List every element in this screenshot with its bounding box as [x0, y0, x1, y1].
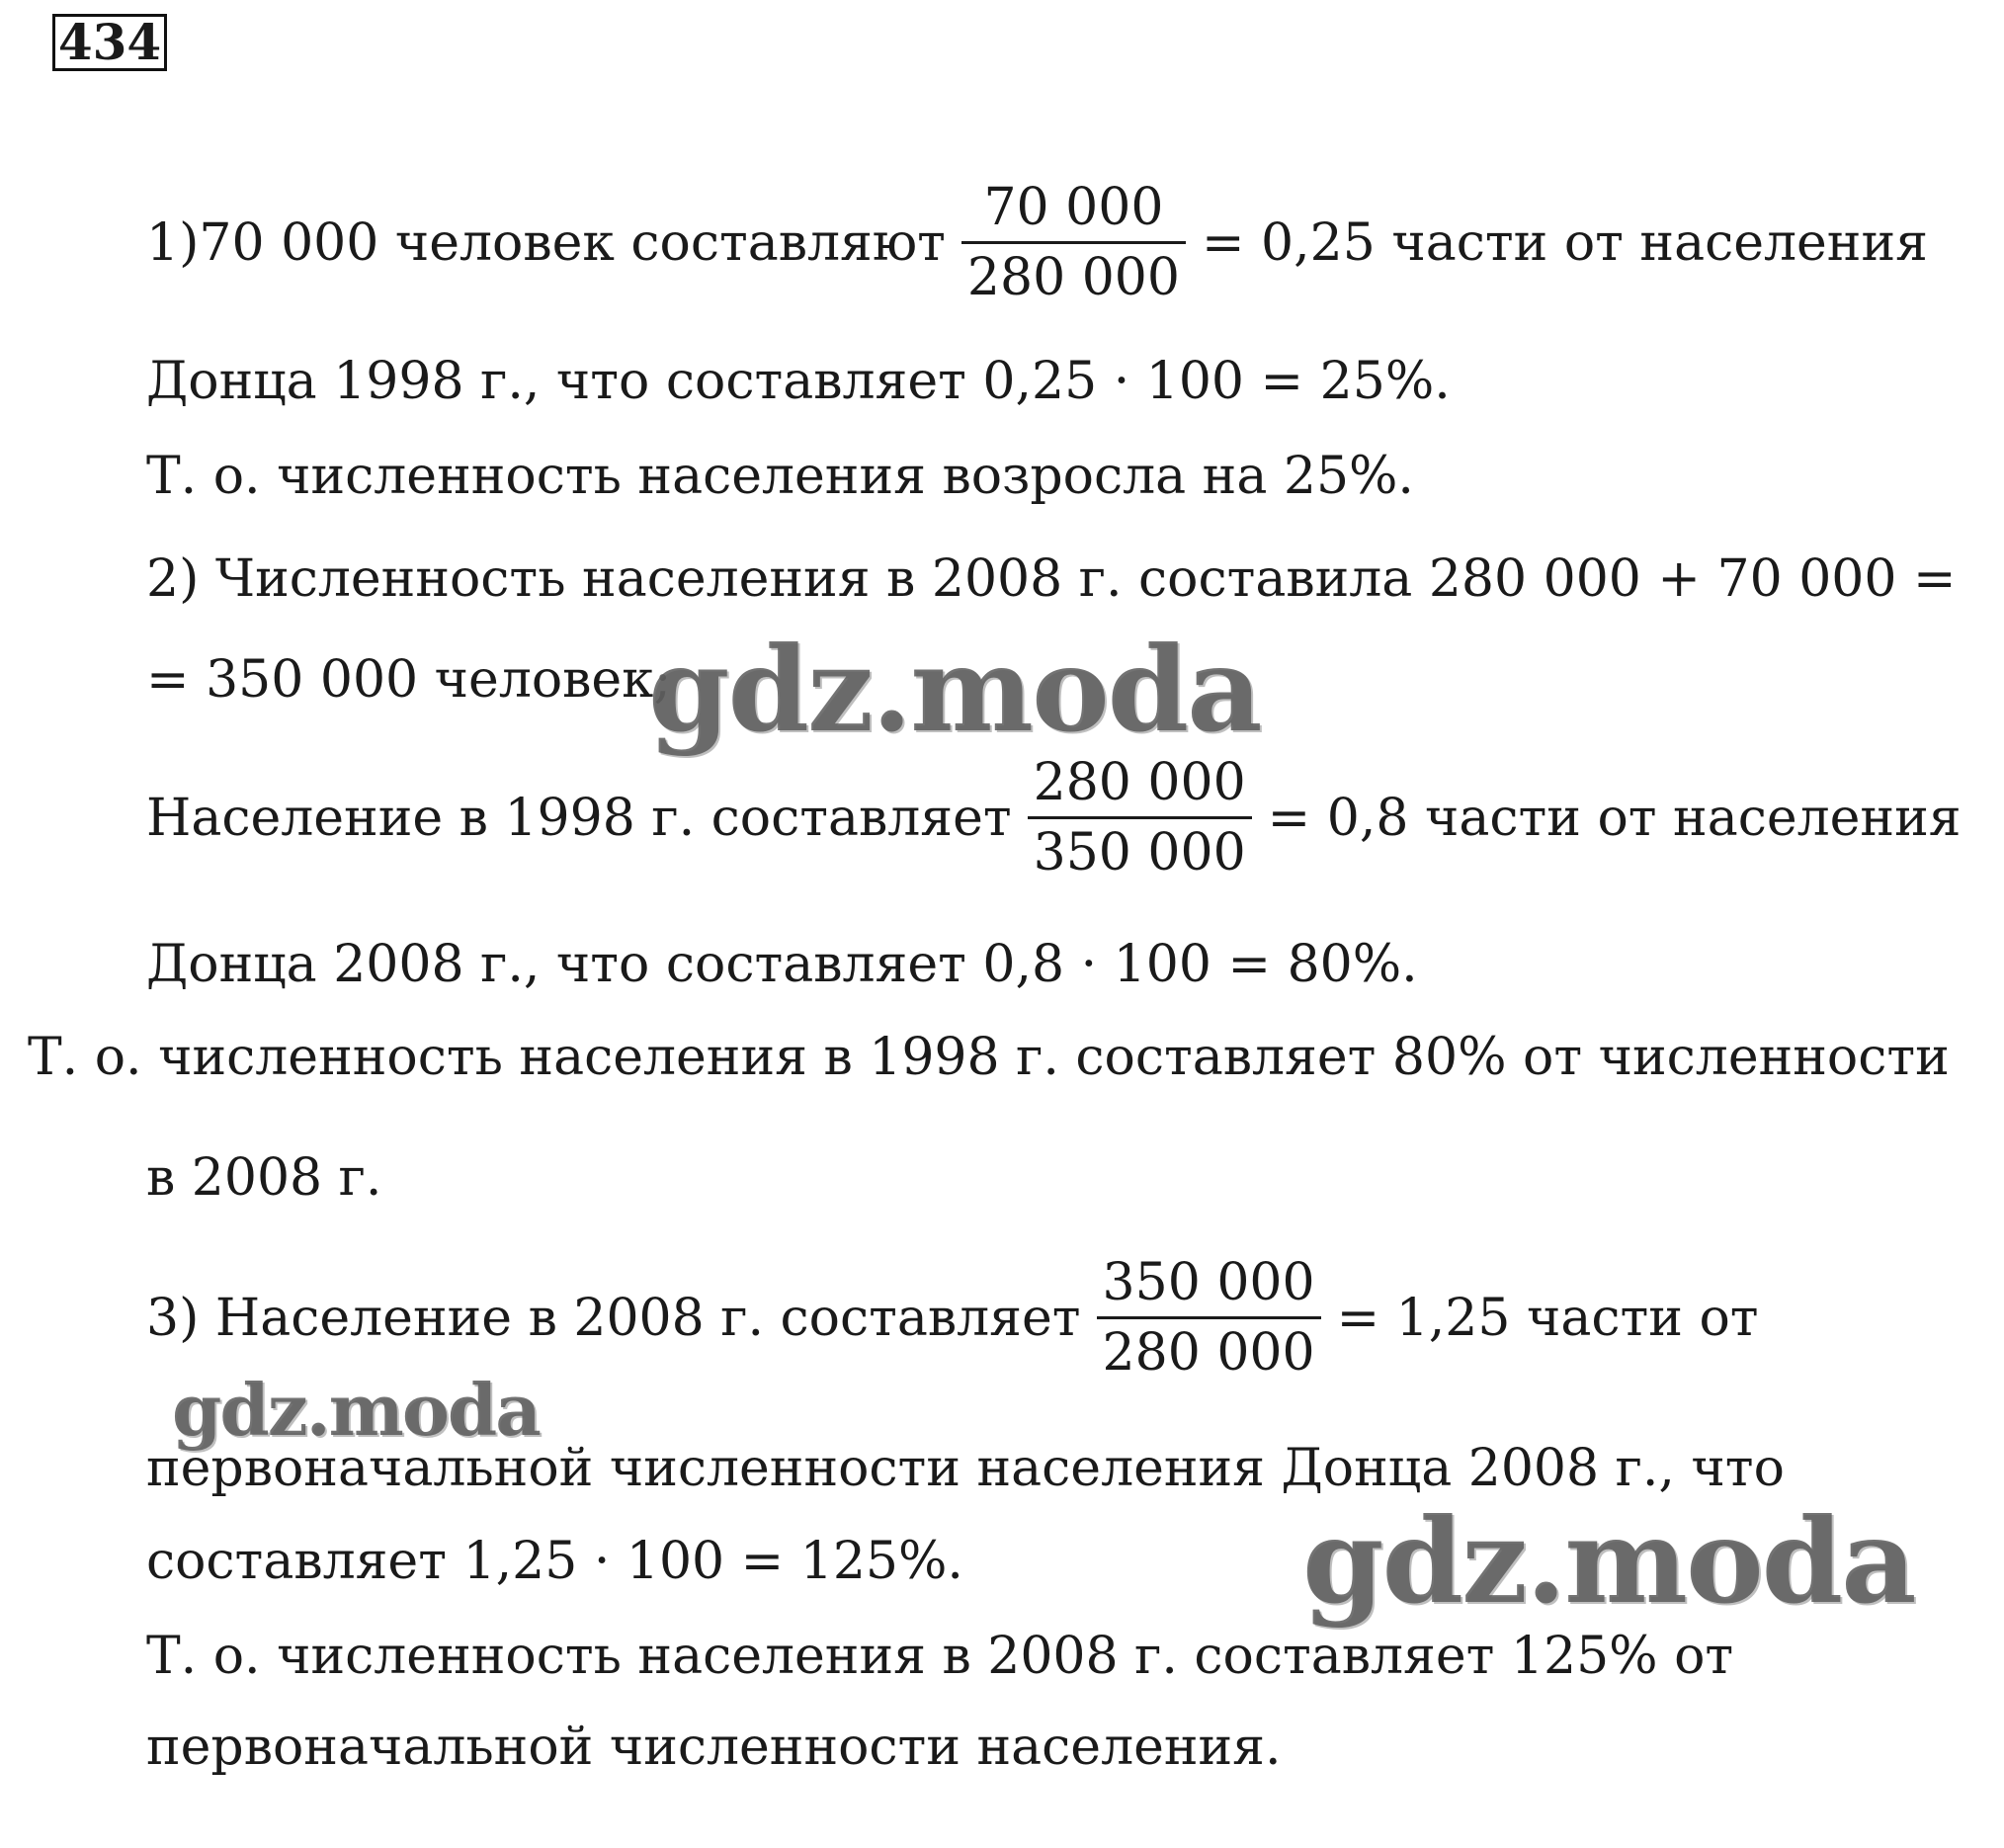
watermark: gdz.moda [1302, 1492, 1915, 1630]
part1-line3: Т. о. численность населения возросла на 25%. [146, 447, 1414, 506]
part2-line2: = 350 000 человек; [146, 650, 672, 710]
fraction-numerator: 280 000 [1033, 753, 1246, 812]
part2-line5: Т. о. численность населения в 1998 г. составляет 80% от численности [28, 1028, 1950, 1087]
part2-line3 [146, 755, 1962, 881]
part2-line6: в 2008 г. [146, 1148, 382, 1208]
part2-text-before: Население в 1998 г. составляет [146, 788, 1012, 848]
part3-line2: первоначальной численности населения Донца 2008 г., что [146, 1439, 1785, 1498]
watermark: gdz.moda [648, 621, 1261, 758]
part3-line4: Т. о. численность населения в 2008 г. составляет 125% от [146, 1627, 1734, 1686]
part3-fraction [1097, 1255, 1321, 1381]
part1-text-before: 1)70 000 человек составляют [146, 212, 946, 273]
problem-number: 434 [52, 14, 167, 71]
fraction-numerator: 350 000 [1102, 1253, 1315, 1312]
part3-line3: составляет 1,25 · 100 = 125%. [146, 1532, 963, 1591]
fraction-numerator: 70 000 [983, 178, 1164, 237]
fraction-denominator: 350 000 [1033, 823, 1246, 882]
part2-text-after: = 0,8 части от населения [1267, 788, 1962, 848]
watermark: gdz.moda [172, 1368, 540, 1452]
part3-line5: первоначальной численности населения. [146, 1718, 1282, 1777]
part1-line2: Донца 1998 г., что составляет 0,25 · 100 = 25%. [146, 352, 1451, 411]
part2-fraction [1028, 755, 1252, 881]
part1-line1 [146, 180, 1928, 305]
part2-line1: 2) Численность населения в 2008 г. составила 280 000 + 70 000 = [146, 549, 1957, 609]
part1-text-after: = 0,25 части от населения [1201, 212, 1928, 273]
part3-text-after: = 1,25 части от [1336, 1288, 1759, 1348]
part3-text-before: 3) Население в 2008 г. составляет [146, 1288, 1081, 1348]
part3-line1 [146, 1255, 1759, 1381]
fraction-denominator: 280 000 [966, 248, 1180, 307]
part1-fraction [961, 180, 1186, 305]
fraction-denominator: 280 000 [1102, 1323, 1315, 1383]
part2-line4: Донца 2008 г., что составляет 0,8 · 100 = 80%. [146, 935, 1418, 994]
